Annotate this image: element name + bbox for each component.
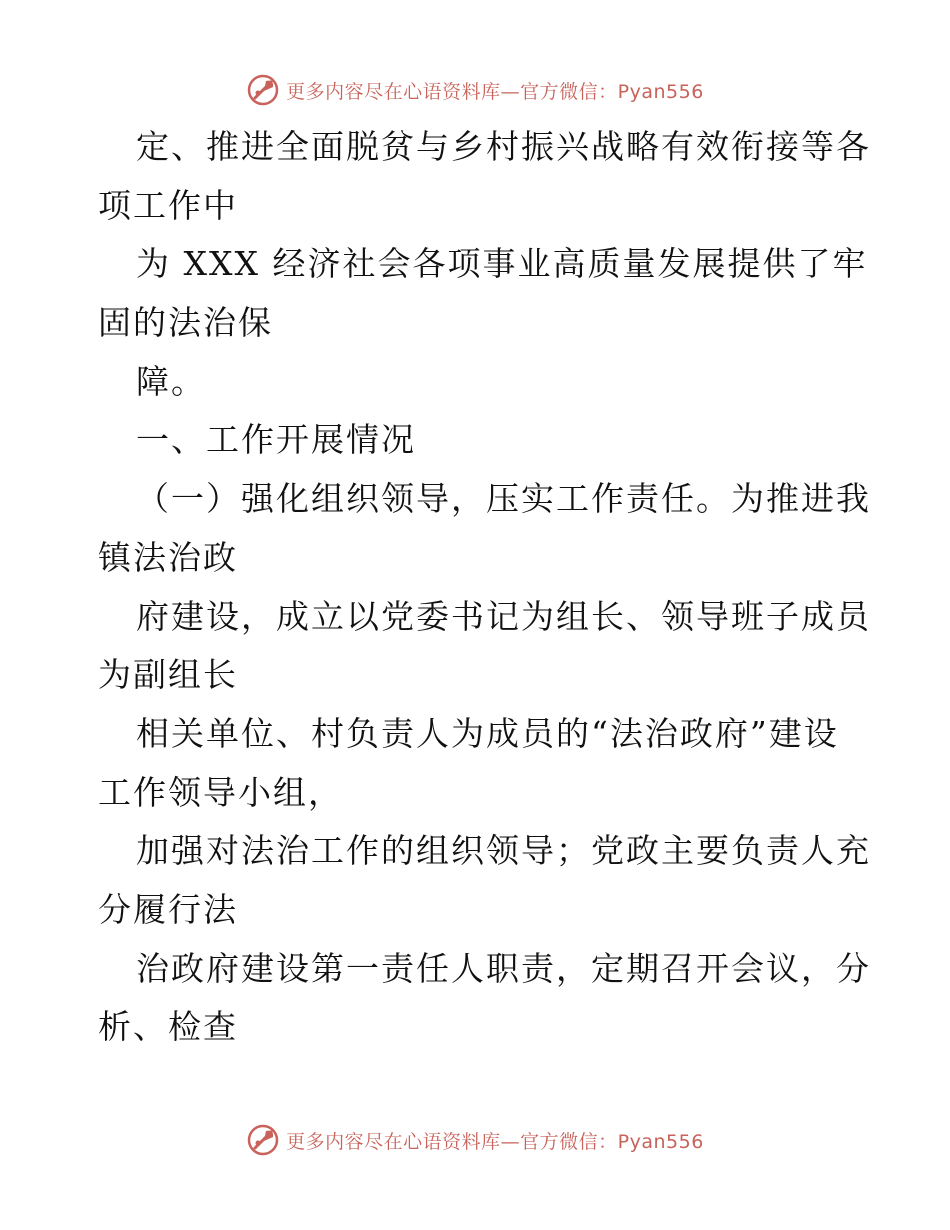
watermark-text: 更多内容尽在心语资料库—官方微信：Pyan556 (286, 80, 704, 103)
paragraph-line: 析、检查 (98, 1007, 238, 1047)
quill-seal-icon (246, 1123, 280, 1157)
watermark-text: 更多内容尽在心语资料库—官方微信：Pyan556 (286, 1130, 704, 1153)
footer-watermark (0, 1120, 950, 1160)
section-heading: 一、工作开展情况 (136, 420, 416, 460)
paragraph-line: 定、推进全面脱贫与乡村振兴战略有效衔接等各 (136, 127, 871, 166)
paragraph-line: 障。 (136, 361, 206, 401)
paragraph-line: 治政府建设第一责任人职责，定期召开会议，分 (136, 948, 871, 988)
paragraph-line: 分履行法 (98, 889, 238, 929)
quill-seal-icon (246, 73, 280, 107)
paragraph-line: （一）强化组织领导，压实工作责任。为推进我 (136, 479, 871, 519)
paragraph-line: 项工作中 (98, 185, 238, 225)
paragraph-line: 加强对法治工作的组织领导；党政主要负责人充 (136, 831, 871, 871)
paragraph-line: 为 XXX 经济社会各项事业高质量发展提供了牢 (136, 244, 868, 284)
paragraph-line: 府建设，成立以党委书记为组长、领导班子成员 (136, 596, 871, 636)
paragraph-line: 镇法治政 (98, 537, 238, 577)
paragraph-line: 相关单位、村负责人为成员的“法治政府”建设 (136, 713, 839, 753)
document-body (98, 118, 871, 1057)
header-watermark (0, 70, 950, 110)
paragraph-line: 工作领导小组， (98, 772, 343, 812)
paragraph-line: 为副组长 (98, 655, 238, 695)
paragraph-line: 固的法治保 (98, 303, 273, 343)
